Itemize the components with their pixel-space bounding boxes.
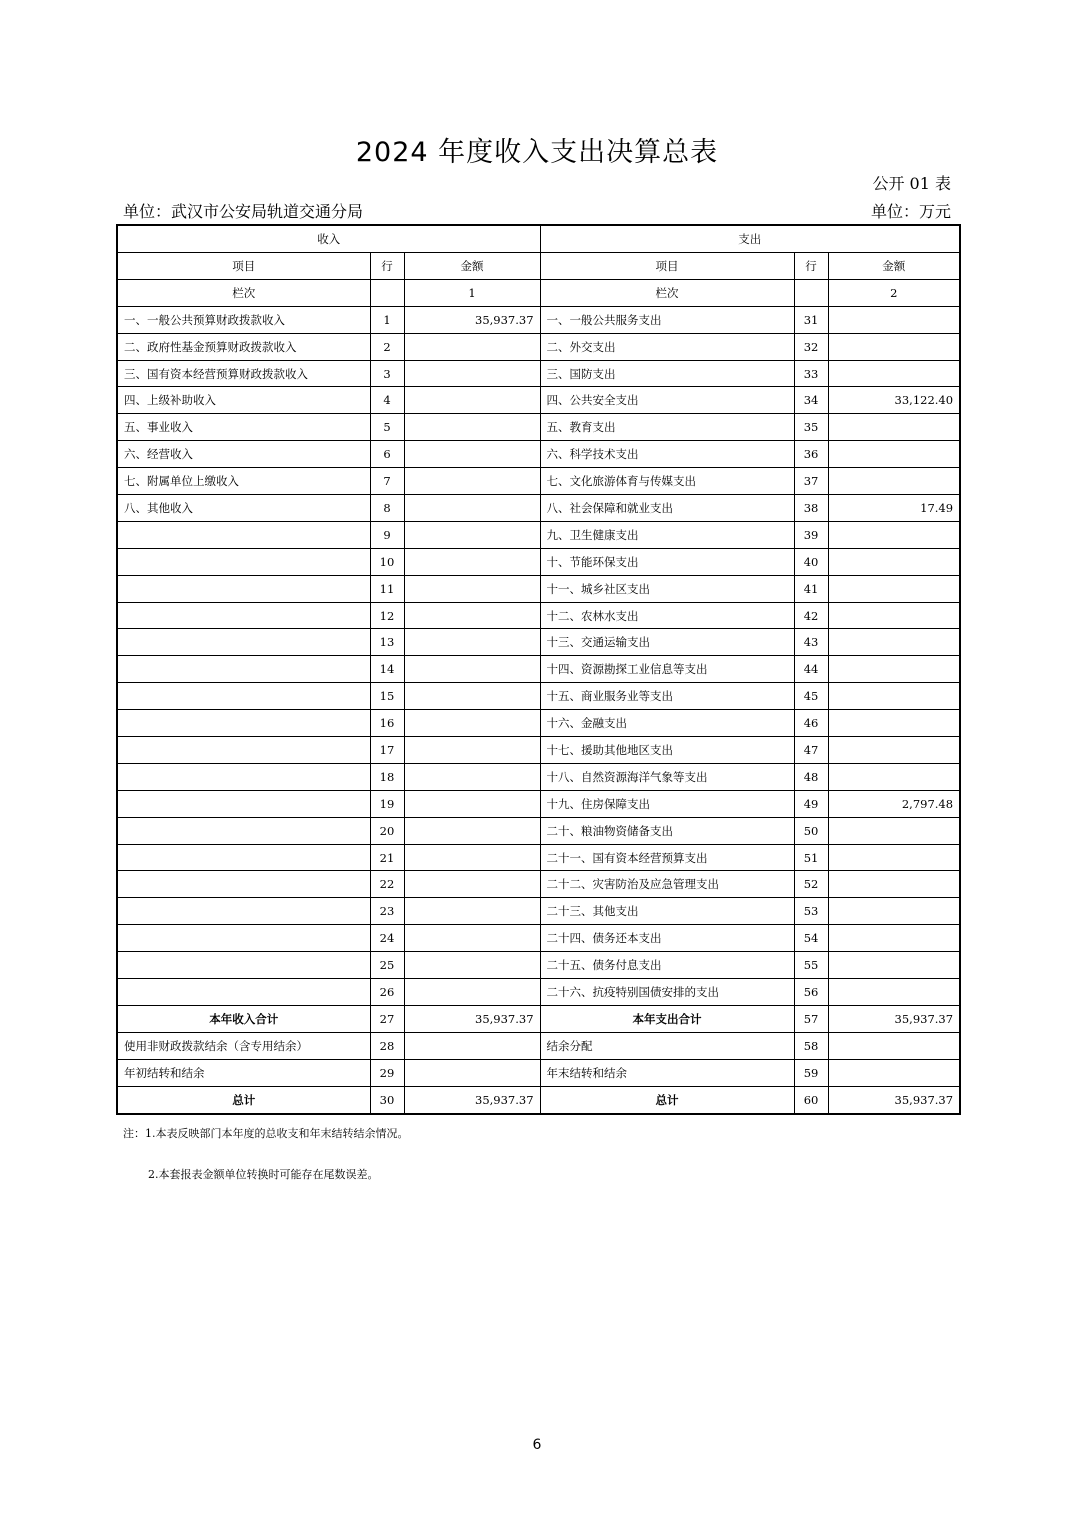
income-item-cell <box>117 898 370 925</box>
income-amount-cell <box>404 871 540 898</box>
expense-item-cell: 九、卫生健康支出 <box>540 521 794 548</box>
income-row-number: 29 <box>370 1059 404 1086</box>
expense-amount-cell <box>828 1032 960 1059</box>
income-row-number: 22 <box>370 871 404 898</box>
expense-row-number: 39 <box>794 521 828 548</box>
expense-column-label: 栏次 <box>540 279 794 306</box>
expense-item-cell: 十八、自然资源海洋气象等支出 <box>540 763 794 790</box>
income-column-blank <box>370 279 404 306</box>
income-row-number: 20 <box>370 817 404 844</box>
expense-item-cell: 十四、资源勘探工业信息等支出 <box>540 656 794 683</box>
income-item-cell <box>117 602 370 629</box>
expense-row-number: 38 <box>794 495 828 522</box>
expense-item-cell: 二十、粮油物资储备支出 <box>540 817 794 844</box>
income-amount-cell <box>404 790 540 817</box>
table-row <box>117 629 960 656</box>
expense-amount-cell <box>828 306 960 333</box>
table-row <box>117 548 960 575</box>
expense-amount-cell: 2,797.48 <box>828 790 960 817</box>
expense-amount-cell <box>828 763 960 790</box>
income-item-cell <box>117 575 370 602</box>
total-row <box>117 1059 960 1086</box>
expense-amount-cell <box>828 602 960 629</box>
expense-amount-cell: 35,937.37 <box>828 1086 960 1113</box>
income-expense-table <box>116 224 961 1115</box>
table-row <box>117 710 960 737</box>
expense-amount-cell <box>828 548 960 575</box>
table-row <box>117 306 960 333</box>
income-row-number: 17 <box>370 737 404 764</box>
income-item-cell <box>117 656 370 683</box>
expense-row-number: 60 <box>794 1086 828 1113</box>
income-item-cell: 一、一般公共预算财政拨款收入 <box>117 306 370 333</box>
income-amount-cell <box>404 844 540 871</box>
expense-amount-cell <box>828 1059 960 1086</box>
income-item-cell <box>117 763 370 790</box>
income-amount-cell <box>404 575 540 602</box>
expense-item-cell: 二十二、灾害防治及应急管理支出 <box>540 871 794 898</box>
income-row-number: 8 <box>370 495 404 522</box>
income-row-number: 30 <box>370 1086 404 1113</box>
table-row <box>117 387 960 414</box>
income-row-number: 6 <box>370 441 404 468</box>
expense-item-cell: 七、文化旅游体育与传媒支出 <box>540 468 794 495</box>
income-amount-cell <box>404 360 540 387</box>
expense-amount-cell: 33,122.40 <box>828 387 960 414</box>
table-row <box>117 763 960 790</box>
income-item-cell <box>117 737 370 764</box>
income-amount-cell <box>404 898 540 925</box>
income-row-number: 2 <box>370 333 404 360</box>
expense-row-number: 37 <box>794 468 828 495</box>
income-item-cell: 二、政府性基金预算财政拨款收入 <box>117 333 370 360</box>
table-row <box>117 844 960 871</box>
income-row-number: 26 <box>370 979 404 1006</box>
expense-amount-cell <box>828 656 960 683</box>
unit-currency: 单位：万元 <box>870 202 951 221</box>
expense-amount-cell <box>828 737 960 764</box>
income-amount-cell <box>404 441 540 468</box>
expense-row-number: 47 <box>794 737 828 764</box>
expense-amount-cell <box>828 925 960 952</box>
expense-item-cell: 三、国防支出 <box>540 360 794 387</box>
table-row <box>117 333 960 360</box>
total-row <box>117 1086 960 1113</box>
expense-item-cell: 十五、商业服务业等支出 <box>540 683 794 710</box>
expense-row-number: 52 <box>794 871 828 898</box>
income-item-cell <box>117 710 370 737</box>
income-row-number: 7 <box>370 468 404 495</box>
table-row <box>117 737 960 764</box>
income-amount-cell <box>404 414 540 441</box>
table-row <box>117 468 960 495</box>
income-amount-cell <box>404 683 540 710</box>
table-row <box>117 871 960 898</box>
income-amount-cell <box>404 925 540 952</box>
income-item-cell <box>117 817 370 844</box>
expense-item-cell: 总计 <box>540 1086 794 1113</box>
expense-column-blank <box>794 279 828 306</box>
income-row-number: 5 <box>370 414 404 441</box>
unit-organization: 单位：武汉市公安局轨道交通分局 <box>123 202 364 221</box>
expense-item-cell: 四、公共安全支出 <box>540 387 794 414</box>
income-item-cell: 四、上级补助收入 <box>117 387 370 414</box>
expense-item-cell: 十三、交通运输支出 <box>540 629 794 656</box>
table-row <box>117 441 960 468</box>
income-item-cell: 七、附属单位上缴收入 <box>117 468 370 495</box>
expense-row-number: 33 <box>794 360 828 387</box>
income-row-number: 19 <box>370 790 404 817</box>
page-title: 2024 年度收入支出决算总表 <box>355 137 719 168</box>
income-item-cell <box>117 925 370 952</box>
income-amount-cell <box>404 1032 540 1059</box>
income-amount-cell <box>404 521 540 548</box>
expense-item-cell: 十六、金融支出 <box>540 710 794 737</box>
table-row <box>117 817 960 844</box>
income-item-cell: 总计 <box>117 1086 370 1113</box>
table-row <box>117 360 960 387</box>
income-row-number: 18 <box>370 763 404 790</box>
income-row-number: 16 <box>370 710 404 737</box>
expense-row-number: 40 <box>794 548 828 575</box>
expense-row-number: 45 <box>794 683 828 710</box>
table-row <box>117 952 960 979</box>
income-row-number: 28 <box>370 1032 404 1059</box>
income-amount-cell <box>404 656 540 683</box>
total-row <box>117 1005 960 1032</box>
income-item-cell <box>117 548 370 575</box>
expense-item-cell: 年末结转和结余 <box>540 1059 794 1086</box>
expense-item-cell: 五、教育支出 <box>540 414 794 441</box>
expense-amount-cell <box>828 521 960 548</box>
expense-row-number: 51 <box>794 844 828 871</box>
expense-amount-cell <box>828 441 960 468</box>
column-index-row <box>117 279 960 306</box>
expense-item-cell: 一、一般公共服务支出 <box>540 306 794 333</box>
income-amount-cell <box>404 710 540 737</box>
income-amount-cell: 35,937.37 <box>404 306 540 333</box>
income-amount-cell <box>404 952 540 979</box>
expense-item-cell: 二十三、其他支出 <box>540 898 794 925</box>
income-item-cell: 八、其他收入 <box>117 495 370 522</box>
expense-amount-cell <box>828 844 960 871</box>
income-row-number: 13 <box>370 629 404 656</box>
income-item-cell: 三、国有资本经营预算财政拨款收入 <box>117 360 370 387</box>
form-number: 公开 01 表 <box>872 174 951 193</box>
income-item-cell <box>117 790 370 817</box>
table-row <box>117 898 960 925</box>
expense-row-number: 55 <box>794 952 828 979</box>
expense-amount-cell <box>828 360 960 387</box>
income-item-cell <box>117 952 370 979</box>
income-amount-cell <box>404 979 540 1006</box>
income-amount-cell <box>404 629 540 656</box>
income-row-number: 9 <box>370 521 404 548</box>
expense-item-cell: 二十一、国有资本经营预算支出 <box>540 844 794 871</box>
expense-amount-header: 金额 <box>828 253 960 280</box>
income-row-number: 21 <box>370 844 404 871</box>
income-item-cell <box>117 521 370 548</box>
income-item-cell <box>117 871 370 898</box>
expense-item-cell: 八、社会保障和就业支出 <box>540 495 794 522</box>
expense-row-number: 56 <box>794 979 828 1006</box>
table-row <box>117 521 960 548</box>
expense-row-number: 41 <box>794 575 828 602</box>
expense-header: 支出 <box>540 225 960 253</box>
expense-column-index: 2 <box>828 279 960 306</box>
income-amount-header: 金额 <box>404 253 540 280</box>
page-number: 6 <box>532 1437 542 1453</box>
expense-row-number: 57 <box>794 1005 828 1032</box>
expense-item-cell: 二十六、抗疫特别国债安排的支出 <box>540 979 794 1006</box>
income-row-number: 3 <box>370 360 404 387</box>
income-amount-cell: 35,937.37 <box>404 1005 540 1032</box>
income-row-number: 27 <box>370 1005 404 1032</box>
income-amount-cell <box>404 737 540 764</box>
table-row <box>117 602 960 629</box>
income-amount-cell <box>404 387 540 414</box>
income-amount-cell <box>404 602 540 629</box>
table-row <box>117 683 960 710</box>
expense-amount-cell <box>828 414 960 441</box>
expense-row-number: 31 <box>794 306 828 333</box>
expense-item-cell: 十、节能环保支出 <box>540 548 794 575</box>
expense-amount-cell: 17.49 <box>828 495 960 522</box>
income-row-number: 15 <box>370 683 404 710</box>
expense-item-header: 项目 <box>540 253 794 280</box>
expense-amount-cell <box>828 575 960 602</box>
expense-row-number: 58 <box>794 1032 828 1059</box>
expense-amount-cell <box>828 979 960 1006</box>
income-amount-cell <box>404 1059 540 1086</box>
income-amount-cell <box>404 468 540 495</box>
income-header: 收入 <box>117 225 540 253</box>
expense-item-cell: 二、外交支出 <box>540 333 794 360</box>
expense-amount-cell <box>828 898 960 925</box>
expense-row-number: 43 <box>794 629 828 656</box>
income-item-cell: 本年收入合计 <box>117 1005 370 1032</box>
income-item-header: 项目 <box>117 253 370 280</box>
expense-amount-cell <box>828 683 960 710</box>
income-item-cell: 年初结转和结余 <box>117 1059 370 1086</box>
expense-amount-cell <box>828 871 960 898</box>
expense-row-number: 50 <box>794 817 828 844</box>
table-row <box>117 495 960 522</box>
expense-amount-cell: 35,937.37 <box>828 1005 960 1032</box>
table-row <box>117 925 960 952</box>
table-row <box>117 790 960 817</box>
income-row-number: 10 <box>370 548 404 575</box>
total-row <box>117 1032 960 1059</box>
expense-row-number: 44 <box>794 656 828 683</box>
income-item-cell <box>117 683 370 710</box>
expense-row-number: 54 <box>794 925 828 952</box>
income-item-cell: 六、经营收入 <box>117 441 370 468</box>
expense-item-cell: 十一、城乡社区支出 <box>540 575 794 602</box>
income-row-header: 行 <box>370 253 404 280</box>
table-row <box>117 656 960 683</box>
income-row-number: 12 <box>370 602 404 629</box>
expense-amount-cell <box>828 817 960 844</box>
income-amount-cell <box>404 817 540 844</box>
income-amount-cell <box>404 763 540 790</box>
income-amount-cell <box>404 333 540 360</box>
expense-amount-cell <box>828 952 960 979</box>
income-column-index: 1 <box>404 279 540 306</box>
income-column-label: 栏次 <box>117 279 370 306</box>
income-item-cell <box>117 629 370 656</box>
income-item-cell: 使用非财政拨款结余（含专用结余） <box>117 1032 370 1059</box>
expense-item-cell: 十七、援助其他地区支出 <box>540 737 794 764</box>
income-amount-cell <box>404 495 540 522</box>
income-row-number: 4 <box>370 387 404 414</box>
column-header-row <box>117 253 960 280</box>
expense-amount-cell <box>828 333 960 360</box>
expense-amount-cell <box>828 468 960 495</box>
income-item-cell <box>117 844 370 871</box>
income-item-cell <box>117 979 370 1006</box>
expense-row-number: 53 <box>794 898 828 925</box>
table-row <box>117 414 960 441</box>
income-row-number: 14 <box>370 656 404 683</box>
expense-row-header: 行 <box>794 253 828 280</box>
income-row-number: 24 <box>370 925 404 952</box>
expense-item-cell: 十九、住房保障支出 <box>540 790 794 817</box>
expense-item-cell: 结余分配 <box>540 1032 794 1059</box>
note-1: 注：1.本表反映部门本年度的总收支和年末结转结余情况。 <box>123 1127 409 1140</box>
expense-amount-cell <box>828 710 960 737</box>
table-row <box>117 979 960 1006</box>
expense-item-cell: 本年支出合计 <box>540 1005 794 1032</box>
section-header-row <box>117 225 960 253</box>
expense-item-cell: 二十四、债务还本支出 <box>540 925 794 952</box>
expense-row-number: 46 <box>794 710 828 737</box>
income-amount-cell: 35,937.37 <box>404 1086 540 1113</box>
expense-item-cell: 二十五、债务付息支出 <box>540 952 794 979</box>
expense-row-number: 42 <box>794 602 828 629</box>
expense-item-cell: 十二、农林水支出 <box>540 602 794 629</box>
income-amount-cell <box>404 548 540 575</box>
expense-amount-cell <box>828 629 960 656</box>
note-2: 2.本套报表金额单位转换时可能存在尾数误差。 <box>148 1168 379 1181</box>
income-row-number: 25 <box>370 952 404 979</box>
table-row <box>117 575 960 602</box>
expense-row-number: 59 <box>794 1059 828 1086</box>
income-row-number: 1 <box>370 306 404 333</box>
income-item-cell: 五、事业收入 <box>117 414 370 441</box>
expense-row-number: 48 <box>794 763 828 790</box>
expense-row-number: 35 <box>794 414 828 441</box>
expense-item-cell: 六、科学技术支出 <box>540 441 794 468</box>
expense-row-number: 32 <box>794 333 828 360</box>
income-row-number: 23 <box>370 898 404 925</box>
expense-row-number: 36 <box>794 441 828 468</box>
income-row-number: 11 <box>370 575 404 602</box>
expense-row-number: 49 <box>794 790 828 817</box>
expense-row-number: 34 <box>794 387 828 414</box>
